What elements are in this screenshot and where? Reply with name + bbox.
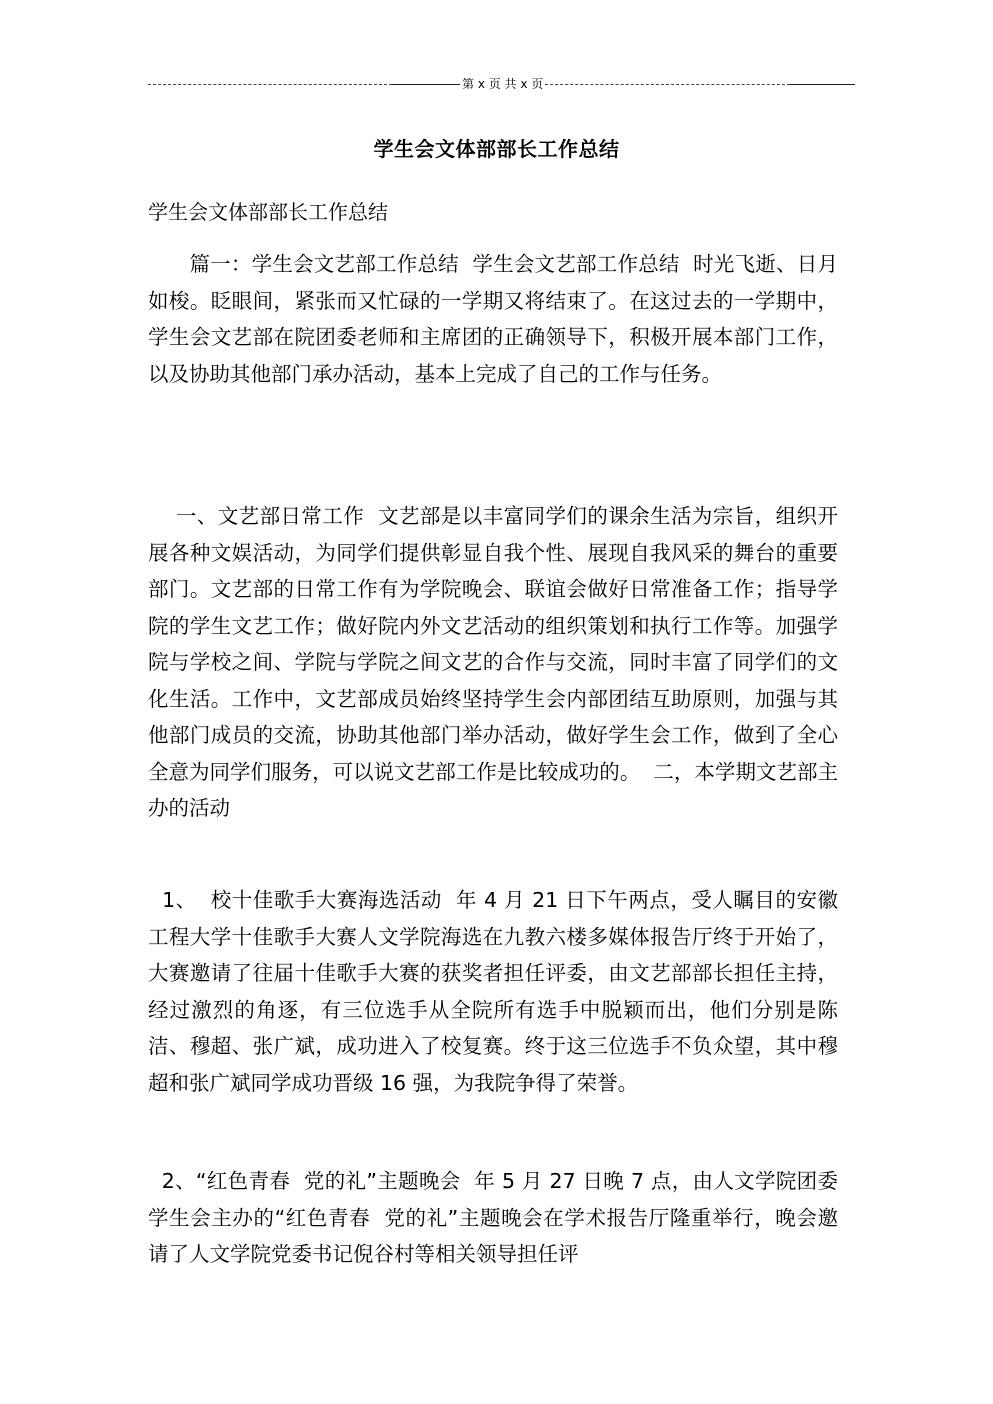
- document-subtitle: 学生会文体部部长工作总结: [148, 200, 388, 224]
- header-dashed-rule-right: [545, 84, 790, 85]
- paragraph-daily-work: [148, 498, 838, 827]
- paragraph-text: 1、 校十佳歌手大赛海选活动 年 4 月 21 日下午两点，受人瞩目的安徽工程大学十佳歌手大赛人文学院海选在九教六楼多媒体报告厅终于开始了，大赛邀请了往届十佳歌手大赛的获奖者担任评委，由文艺部部长担任主持，经过激烈的角逐，有三位选手从全院所有选手中脱颖而出，他们分别是陈洁、穆超、张广斌，成功进入了校复赛。终于这三位选手不负众望，其中穆超和张广斌同学成功晋级 16 强，为我院争得了荣誉。: [148, 888, 838, 1095]
- paragraph-intro: [148, 246, 838, 392]
- header-solid-rule-right: [790, 84, 855, 85]
- paragraph-text: 2、“红色青春 党的礼”主题晚会 年 5 月 27 日晚 7 点，由人文学院团委 学生会主办的“红色青春 党的礼”主题晚会在学术报告厅隆重举行，晚会邀请了人文学院党委书记倪谷村等相关领导担任评: [148, 1169, 852, 1266]
- header-solid-rule-left: [392, 84, 460, 85]
- paragraph-theme-party: [148, 1163, 852, 1273]
- paragraph-text: 一、文艺部日常工作 文艺部是以丰富同学们的课余生活为宗旨，组织开展各种文娱活动，为同学们提供彰显自我个性、展现自我风采的舞台的重要部门。文艺部的日常工作有为学院晚会、联谊会做好日常准备工作；指导学院的学生文艺工作；做好院内外文艺活动的组织策划和执行工作等。加强学院与学校之间、学院与学院之间文艺的合作与交流，同时丰富了同学们的文化生活。工作中，文艺部成员始终坚持学生会内部团结互助原则，加强与其他部门成员的交流，协助其他部门举办活动，做好学生会工作，做到了全心全意为同学们服务，可以说文艺部工作是比较成功的。 二，本学期文艺部主办的活动: [148, 504, 838, 820]
- page-number-label: 第 x 页 共 x 页: [462, 77, 544, 91]
- paragraph-singer-contest: [148, 882, 838, 1101]
- paragraph-text: 篇一：学生会文艺部工作总结 学生会文艺部工作总结 时光飞逝、日月如梭。眨眼间，紧张而又忙碌的一学期又将结束了。在这过去的一学期中，学生会文艺部在院团委老师和主席团的正确领导下，积极开展本部门工作，以及协助其他部门承办活动，基本上完成了自己的工作与任务。: [148, 252, 838, 386]
- page-header: [148, 74, 778, 94]
- header-dashed-rule-left: [148, 84, 392, 85]
- document-title: 学生会文体部部长工作总结: [373, 137, 620, 161]
